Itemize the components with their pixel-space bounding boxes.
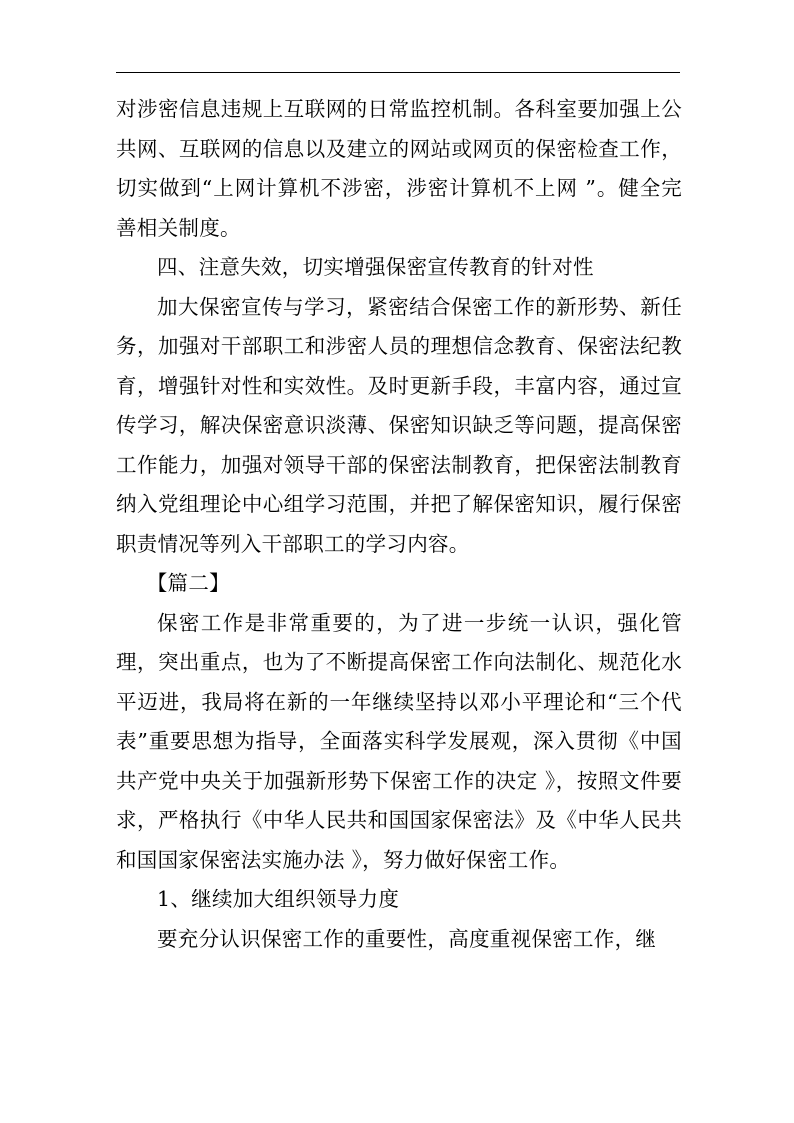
paragraph: 要充分认识保密工作的重要性，高度重视保密工作，继 <box>157 926 657 951</box>
section-heading: 四、注意失效，切实增强保密宣传教育的针对性 <box>157 255 594 279</box>
numbered-heading: 1、继续加大组织领导力度 <box>157 887 400 911</box>
part-label: 【篇二】 <box>146 571 230 595</box>
paragraph-continuation: 对涉密信息违规上互联网的日常监控机制。各科室要加强上公共网、互联网的信息以及建立的网站或网页的保密检查工作，切实做到“上网计算机不涉密，涉密计算机不上网 ”。健全完善相关制度。 <box>116 97 682 240</box>
paragraph: 加大保密宣传与学习，紧密结合保密工作的新形势、新任务，加强对干部职工和涉密人员的理想信念教育、保密法纪教育，增强针对性和实效性。及时更新手段，丰富内容，通过宣传学习，解决保密意识淡薄、保密知识缺乏等问题，提高保密工作能力，加强对领导干部的保密法制教育，把保密法制教育纳入党组理论中心组学习范围，并把了解保密知识，履行保密职责情况等列入干部职工的学习内容。 <box>116 294 682 556</box>
paragraph: 保密工作是非常重要的，为了进一步统一认识，强化管理，突出重点，也为了不断提高保密工作向法制化、规范化水平迈进，我局将在新的一年继续坚持以邓小平理论和“三个代表”重要思想为指导，全面落实科学发展观，深入贯彻《中国共产党中央关于加强新形势下保密工作的决定 》，按照文件要求，严格执行《中华人民共和国国家保密法》及《中华人民共和国国家保密法实施办法 》，努力做好保密工作。 <box>116 610 682 872</box>
document-body <box>116 90 682 959</box>
header-rule <box>116 72 680 73</box>
